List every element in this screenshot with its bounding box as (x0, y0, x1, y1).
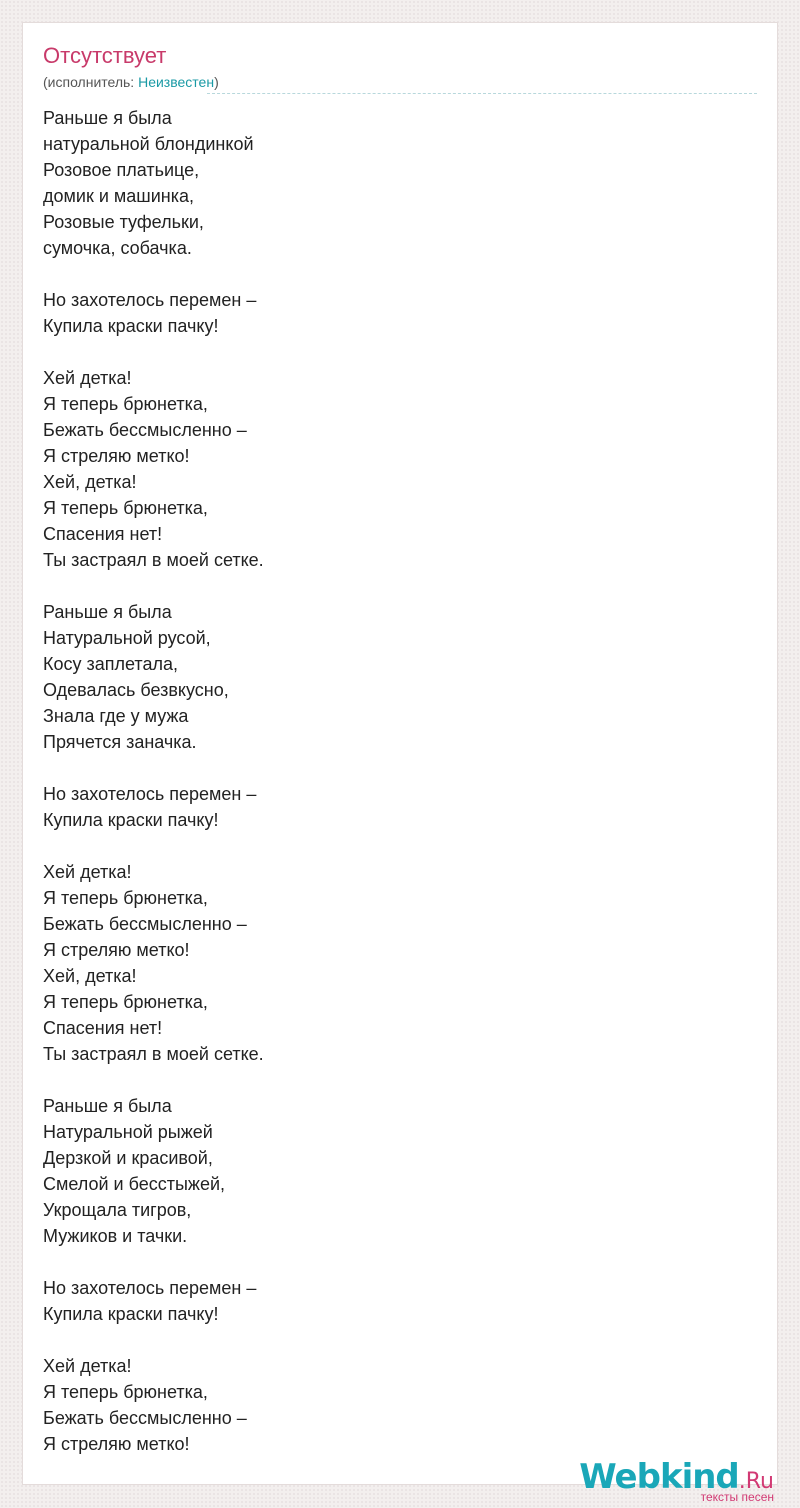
lyric-line: Бежать бессмысленно – (43, 914, 247, 934)
song-title: Отсутствует (43, 43, 167, 68)
artist-prefix: (исполнитель: (43, 74, 139, 90)
lyric-line: Я стреляю метко! (43, 446, 190, 466)
lyric-line: Хей детка! (43, 862, 132, 882)
logo-tagline: тексты песен (700, 1490, 774, 1504)
lyric-line: Спасения нет! (43, 1018, 163, 1038)
lyric-line: Мужиков и тачки. (43, 1226, 188, 1246)
lyric-line: Я стреляю метко! (43, 940, 190, 960)
lyric-line (43, 755, 743, 781)
lyric-line: Знала где у мужа (43, 706, 189, 726)
lyric-line: Но захотелось перемен – (43, 1278, 257, 1298)
lyric-line: Укрощала тигров, (43, 1200, 192, 1220)
lyric-line: Хей детка! (43, 1356, 132, 1376)
lyric-line (43, 573, 743, 599)
lyric-line: Купила краски пачку! (43, 810, 219, 830)
lyric-line: Натуральной русой, (43, 628, 211, 648)
lyric-line: Но захотелось перемен – (43, 290, 257, 310)
lyric-line (43, 339, 743, 365)
lyric-line: Смелой и бесстыжей, (43, 1174, 226, 1194)
lyric-line: Купила краски пачку! (43, 316, 219, 336)
lyrics-card (22, 22, 778, 1485)
lyric-line: Я теперь брюнетка, (43, 394, 208, 414)
logo-name: Webkind (579, 1457, 739, 1497)
lyric-line: Я стреляю метко! (43, 1434, 190, 1454)
logo-tld: .Ru (738, 1469, 774, 1494)
site-logo[interactable] (579, 1457, 774, 1504)
lyric-line: Раньше я была (43, 108, 172, 128)
lyric-line (43, 833, 743, 859)
lyrics-text (43, 105, 743, 1457)
lyric-line: Бежать бессмысленно – (43, 1408, 247, 1428)
lyric-line: домик и машинка, (43, 186, 194, 206)
lyric-line (43, 1067, 743, 1093)
lyric-line: Я теперь брюнетка, (43, 992, 208, 1012)
lyric-line: натуральной блондинкой (43, 134, 254, 154)
lyric-line: Хей, детка! (43, 966, 137, 986)
lyric-line: Хей, детка! (43, 472, 137, 492)
artist-line (43, 74, 219, 90)
lyric-line: Косу заплетала, (43, 654, 178, 674)
lyric-line: Но захотелось перемен – (43, 784, 257, 804)
artist-link[interactable]: Неизвестен (138, 74, 215, 90)
lyric-line: Ты застраял в моей сетке. (43, 1044, 264, 1064)
lyric-line: Дерзкой и красивой, (43, 1148, 213, 1168)
lyric-line: сумочка, собачка. (43, 238, 192, 258)
lyric-line: Раньше я была (43, 1096, 172, 1116)
artist-suffix: ) (214, 74, 219, 90)
lyric-line: Натуральной рыжей (43, 1122, 213, 1142)
lyric-line (43, 261, 743, 287)
lyric-line: Одевалась безвкусно, (43, 680, 229, 700)
lyric-line: Я теперь брюнетка, (43, 1382, 208, 1402)
lyric-line: Розовое платьице, (43, 160, 200, 180)
lyric-line (43, 1327, 743, 1353)
lyric-line: Бежать бессмысленно – (43, 420, 247, 440)
lyric-line: Раньше я была (43, 602, 172, 622)
lyric-line: Розовые туфельки, (43, 212, 204, 232)
lyric-line: Я теперь брюнетка, (43, 498, 208, 518)
lyric-line: Я теперь брюнетка, (43, 888, 208, 908)
lyric-line: Ты застраял в моей сетке. (43, 550, 264, 570)
title-divider (207, 93, 757, 94)
lyric-line: Спасения нет! (43, 524, 163, 544)
lyric-line: Прячется заначка. (43, 732, 197, 752)
lyric-line (43, 1249, 743, 1275)
lyric-line: Купила краски пачку! (43, 1304, 219, 1324)
lyric-line: Хей детка! (43, 368, 132, 388)
